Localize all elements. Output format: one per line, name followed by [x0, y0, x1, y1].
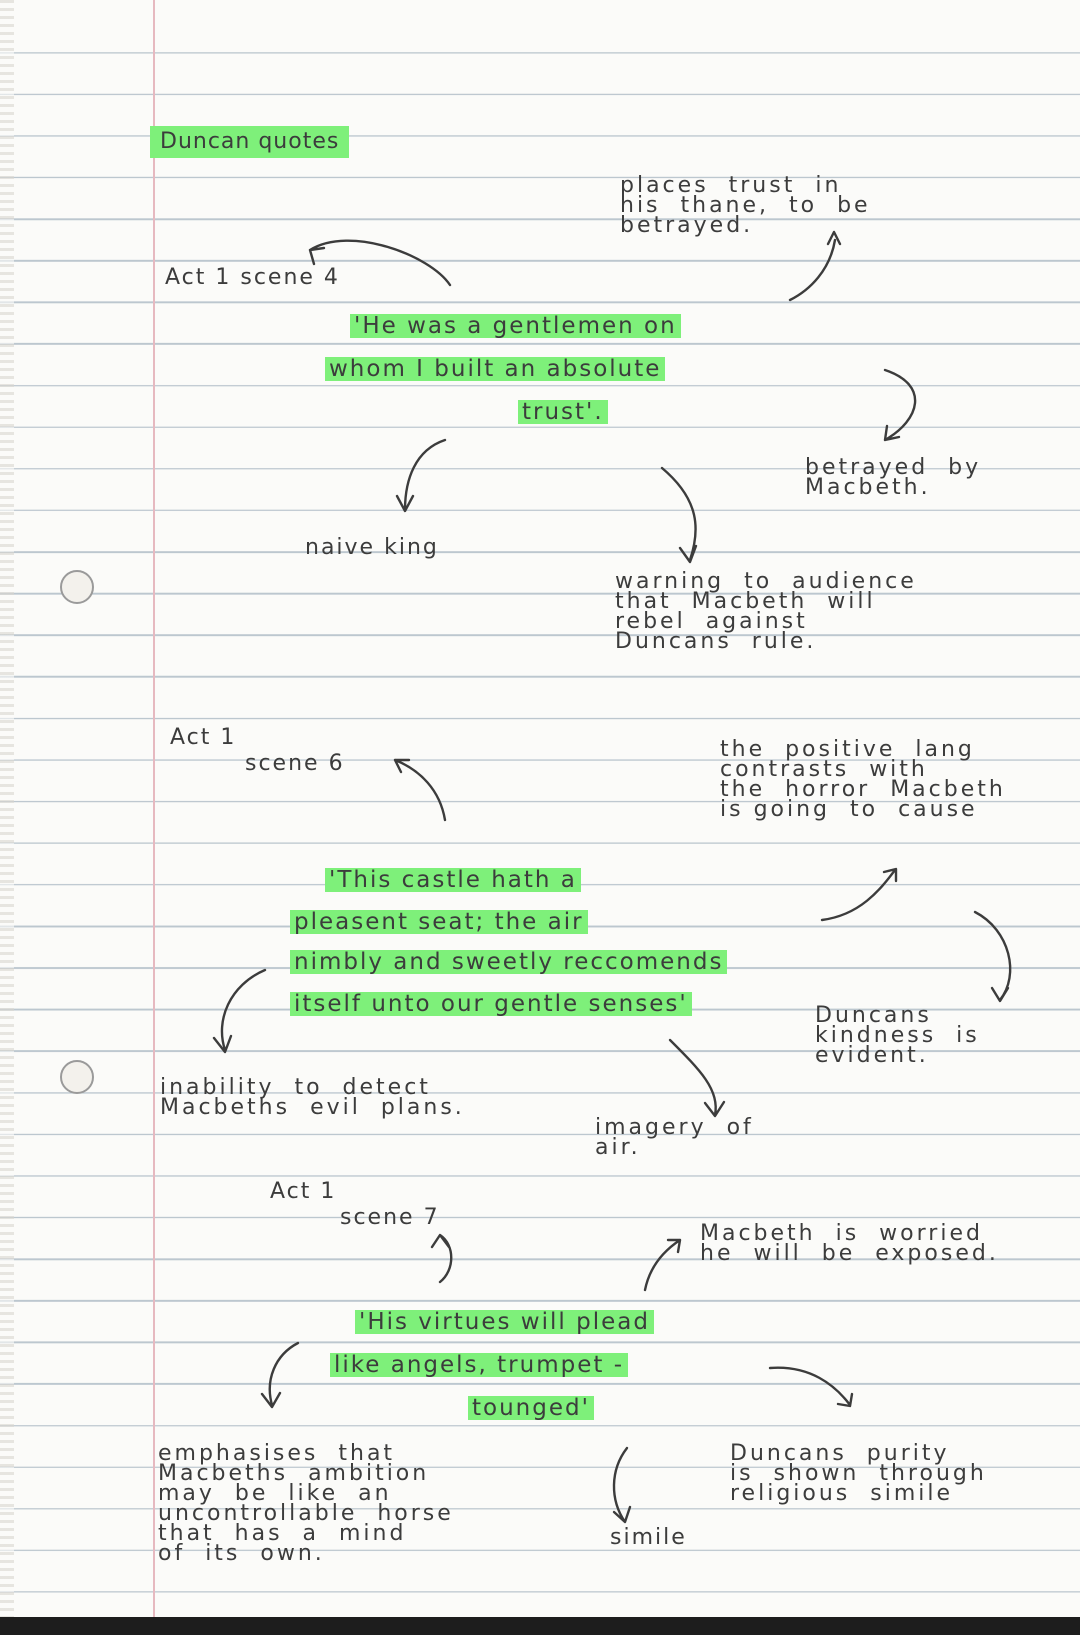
annotation-note: emphasises that Macbeths ambition may be like an uncontrollable horse that has a mind of its own. — [158, 1441, 454, 1566]
act-label: Act 1 scene 4 — [165, 265, 340, 290]
arrow — [645, 1240, 680, 1290]
annotation-note: warning to audience that Macbeth will rebel against Duncans rule. — [615, 569, 917, 654]
arrow — [975, 912, 1010, 1001]
arrow — [670, 1040, 724, 1116]
arrow — [395, 760, 445, 820]
act-label: Act 1 — [170, 725, 237, 750]
arrow — [885, 370, 915, 440]
quote-line: 'This castle hath a — [325, 868, 581, 892]
quote-line: trust'. — [518, 400, 608, 424]
act-label: Act 1 — [270, 1179, 337, 1204]
annotation-note: betrayed by Macbeth. — [805, 455, 982, 500]
annotation-note: naive king — [305, 535, 439, 560]
quote-line: 'He was a gentlemen on — [350, 314, 681, 338]
arrow — [822, 869, 896, 920]
page-title: Duncan quotes — [150, 126, 349, 158]
quote-line: 'His virtues will plead — [355, 1310, 654, 1334]
arrow — [432, 1235, 451, 1282]
arrow — [262, 1343, 298, 1407]
arrow — [790, 232, 840, 300]
quote-line: nimbly and sweetly reccomends — [290, 950, 727, 974]
arrow — [614, 1448, 630, 1522]
annotation-note: Duncans purity is shown through religious simile — [730, 1441, 987, 1506]
arrow — [310, 241, 450, 285]
quote-line: tounged' — [468, 1396, 594, 1420]
annotation-note: Duncans kindness is evident. — [815, 1003, 980, 1068]
scene-label: scene 7 — [340, 1205, 440, 1230]
annotation-note: inability to detect Macbeths evil plans. — [160, 1075, 465, 1120]
arrow — [397, 440, 445, 511]
arrow — [662, 468, 696, 562]
annotation-note: Macbeth is worried he will be exposed. — [700, 1221, 999, 1266]
quote-line: pleasent seat; the air — [290, 910, 588, 934]
annotation-note: the positive lang contrasts with the horror Macbeth is going to cause — [720, 737, 1006, 822]
arrow — [770, 1368, 852, 1406]
arrow — [214, 970, 265, 1052]
quote-line: itself unto our gentle senses' — [290, 992, 692, 1016]
annotation-note: places trust in his thane, to be betrayed. — [620, 173, 871, 238]
page-bottom-edge — [0, 1617, 1080, 1635]
quote-line: whom I built an absolute — [325, 357, 665, 381]
annotation-note: simile — [610, 1525, 687, 1550]
annotation-note: imagery of air. — [595, 1115, 754, 1160]
quote-line: like angels, trumpet - — [330, 1353, 628, 1377]
scene-label: scene 6 — [245, 751, 345, 776]
